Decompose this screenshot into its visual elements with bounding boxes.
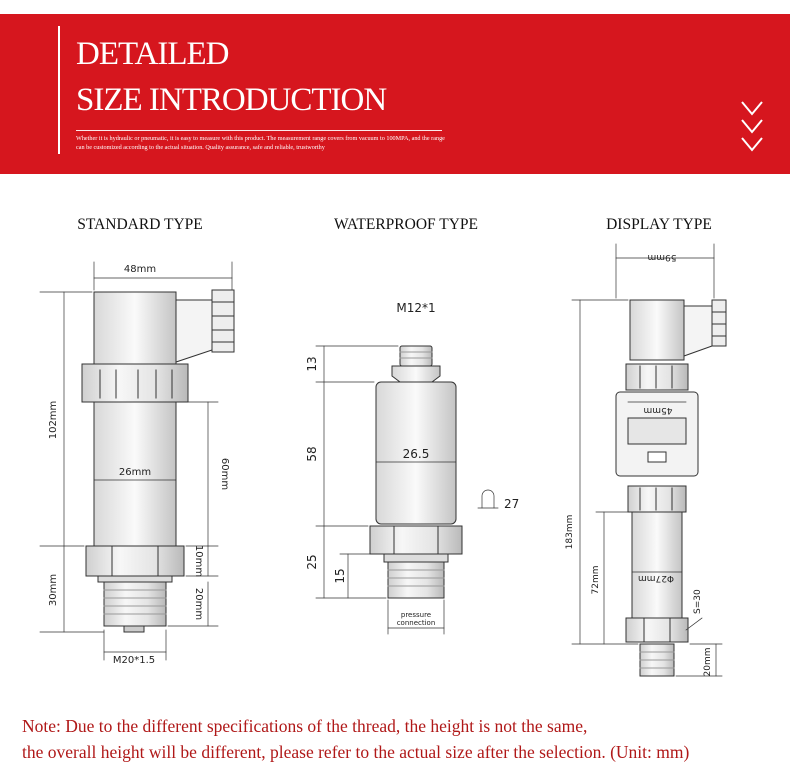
note-line-2: the overall height will be different, please refer to the actual size after the selection. (Unit: mm) — [22, 742, 690, 762]
waterproof-body-h-label: 58 — [305, 446, 319, 462]
standard-width-label: 48mm — [123, 264, 157, 275]
display-length-label: 72mm — [591, 565, 601, 595]
standard-height-label: 102mm — [48, 400, 59, 440]
waterproof-connector-label: M12*1 — [396, 301, 436, 315]
standard-type-title: STANDARD TYPE — [77, 216, 203, 233]
display-thread-h-label: 20mm — [703, 647, 713, 677]
waterproof-top-label: 13 — [305, 356, 319, 372]
standard-nut-h-label: 10mm — [193, 544, 204, 578]
waterproof-pc2-label: connection — [396, 619, 436, 627]
display-width-label: 59mm — [647, 252, 677, 262]
note-line-1: Note: Due to the different specifications of the thread, the height is not the same, — [22, 716, 588, 736]
display-hex-label: S=30 — [693, 589, 703, 614]
banner-title-line2: SIZE INTRODUCTION — [76, 82, 387, 118]
display-type-drawing — [616, 300, 726, 676]
standard-bottom-label: 30mm — [48, 573, 59, 607]
waterproof-bottom-label: 25 — [305, 554, 319, 570]
standard-thread-h-label: 20mm — [193, 587, 204, 621]
standard-type-drawing — [82, 290, 234, 632]
display-type-title: DISPLAY TYPE — [606, 216, 712, 233]
waterproof-thread-h-label: 15 — [333, 568, 347, 584]
standard-body-label: 26mm — [118, 467, 152, 478]
waterproof-pc1-label: pressure — [400, 611, 432, 619]
waterproof-wrench-label: 27 — [504, 497, 520, 511]
banner-title-line1: DETAILED — [76, 36, 229, 72]
waterproof-dia-label: 26.5 — [402, 447, 430, 461]
standard-body-h-label: 60mm — [219, 457, 230, 491]
display-screen-label: 45mm — [643, 405, 673, 415]
standard-thread-label: M20*1.5 — [112, 655, 156, 666]
display-total-label: 183mm — [565, 514, 575, 550]
waterproof-type-drawing — [370, 346, 462, 598]
waterproof-type-title: WATERPROOF TYPE — [334, 216, 478, 233]
banner-subtitle: Whether it is hydraulic or pneumatic, it is easy to measure with this product. The measurement range covers from vacuum to 100MPA, and the range can be customized according to the actual situation. Quality assurance, safe and reliable, trustworthy — [76, 135, 445, 151]
display-dia-label: Φ27mm — [637, 573, 675, 583]
